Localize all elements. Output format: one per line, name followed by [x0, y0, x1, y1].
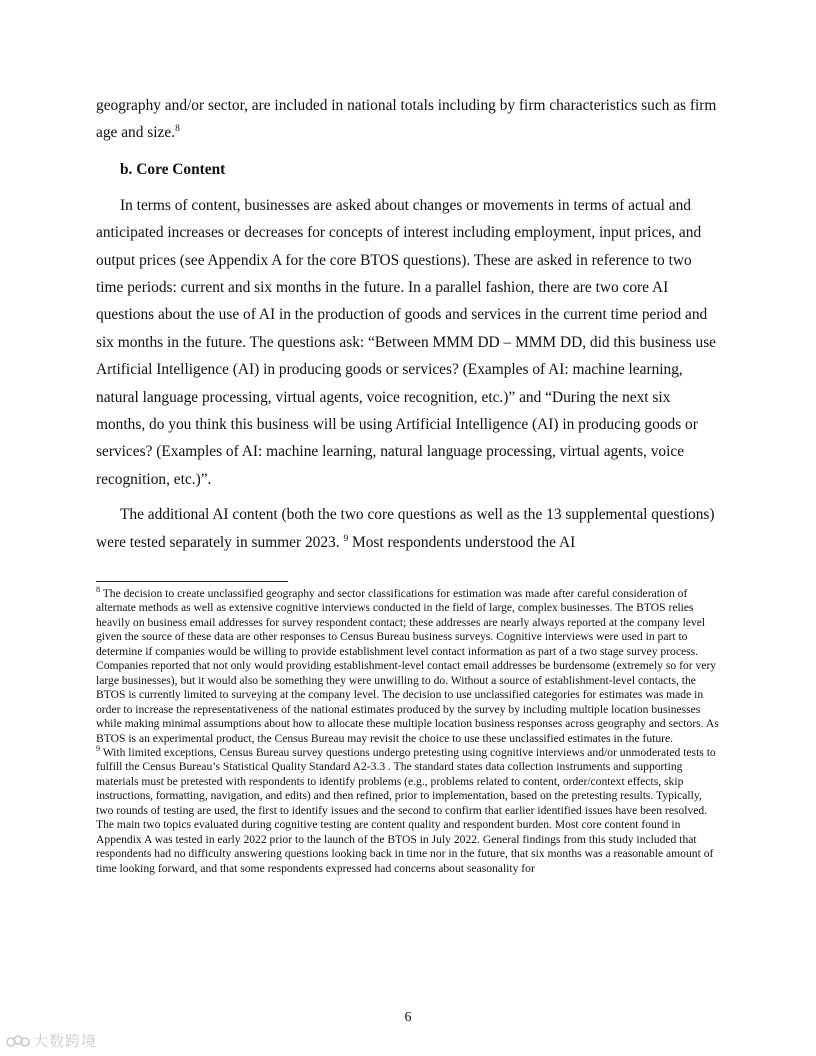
footnotes: [96, 587, 722, 876]
footnote-text: With limited exceptions, Census Bureau survey questions undergo pretesting using cognitive interviews and/or unmoderated tests to fulfill the Census Bureau’s Statistical Quality Standard A2-3.3 . The standard states data collection instruments and supporting materials must be pretested with respondents to identify problems (e.g., problems related to content, order/context effects, skip instructions, formatting, navigation, and edits) and then refined, prior to implementation, based on the pretesting results. Typically, two rounds of testing are used, the first to identify issues and the second to confirm that earlier identified issues have been resolved. The main two topics evaluated during cognitive testing are content quality and respondent burden. Most core content found in Appendix A was tested in early 2022 prior to the launch of the BTOS in July 2022. General findings from this study included that respondents had no difficulty answering questions looking back in time nor in the future, that six months was a reasonable amount of time looking forward, and that some respondents expressed had concerns about seasonality for: [96, 745, 716, 875]
watermark-text: 大数跨境: [33, 1032, 98, 1050]
footnote-8: [96, 587, 722, 746]
paragraph-additional-ai: [96, 501, 722, 556]
watermark: [6, 1030, 97, 1051]
footnote-number: 8: [96, 585, 100, 595]
page-number: 6: [404, 1010, 412, 1025]
footnote-divider: [96, 581, 288, 582]
footnote-9: [96, 746, 722, 876]
section-heading: b. Core Content: [120, 160, 226, 178]
page-body: [96, 92, 722, 556]
watermark-logo-icon: [6, 1034, 30, 1048]
paragraph-text: Most respondents understood the AI: [348, 533, 576, 551]
paragraph-core-content: In terms of content, businesses are asked about changes or movements in terms of actual and anticipated increases or decreases for concepts of interest including employment, input prices, and output prices (see Appendix A for the core BTOS questions). These are asked in reference to two time periods: current and six months in the future. In a parallel fashion, there are two core AI questions about the use of AI in the production of goods and services in the current time period and six months in the future. The questions ask: “Between MMM DD – MMM DD, did this business use Artificial Intelligence (AI) in producing goods or services? (Examples of AI: machine learning, natural language processing, virtual agents, voice recognition, etc.)” and “During the next six months, do you think this business will be using Artificial Intelligence (AI) in producing goods or services? (Examples of AI: machine learning, natural language processing, virtual agents, voice recognition, etc.)”.: [96, 196, 717, 488]
footnote-number: 9: [96, 744, 100, 754]
footnote-ref-9[interactable]: 9: [343, 533, 349, 544]
footnote-text: The decision to create unclassified geography and sector classifications for estimation was made after careful consideration of alternate methods as well as extensive cognitive interviews conducted in the field of large, complex businesses. The BTOS relies heavily on business email addresses for survey respondent contact; these addresses are nearly always reported at the company level given the source of these data are other responses to Census Bureau business surveys. Cognitive interviews were used in part to determine if companies would be willing to provide establishment level contact information as part of a two stage survey process. Companies reported that not only would providing establishment-level contact email addresses be burdensome (extremely so for very large businesses), but it would also be something they were unwilling to do. Without a source of establishment-level contacts, the BTOS is currently limited to surveying at the company level. The decision to use unclassified categories for estimates was made in order to increase the representativeness of the national estimates produced by the survey by including multiple location businesses while making minimal assumptions about how to allocate these multiple location business responses across geography and sectors. As BTOS is an experimental product, the Census Bureau may revisit the choice to use these unclassified estimates in the future.: [96, 587, 719, 745]
paragraph-continued: [96, 92, 722, 147]
paragraph-text: The additional AI content (both the two core questions as well as the 13 supplemental questions) were tested separately in summer 2023.: [96, 506, 715, 551]
footnote-ref-8[interactable]: 8: [175, 124, 180, 135]
paragraph-text: geography and/or sector, are included in national totals including by firm characteristics such as firm age and size.: [96, 97, 717, 142]
